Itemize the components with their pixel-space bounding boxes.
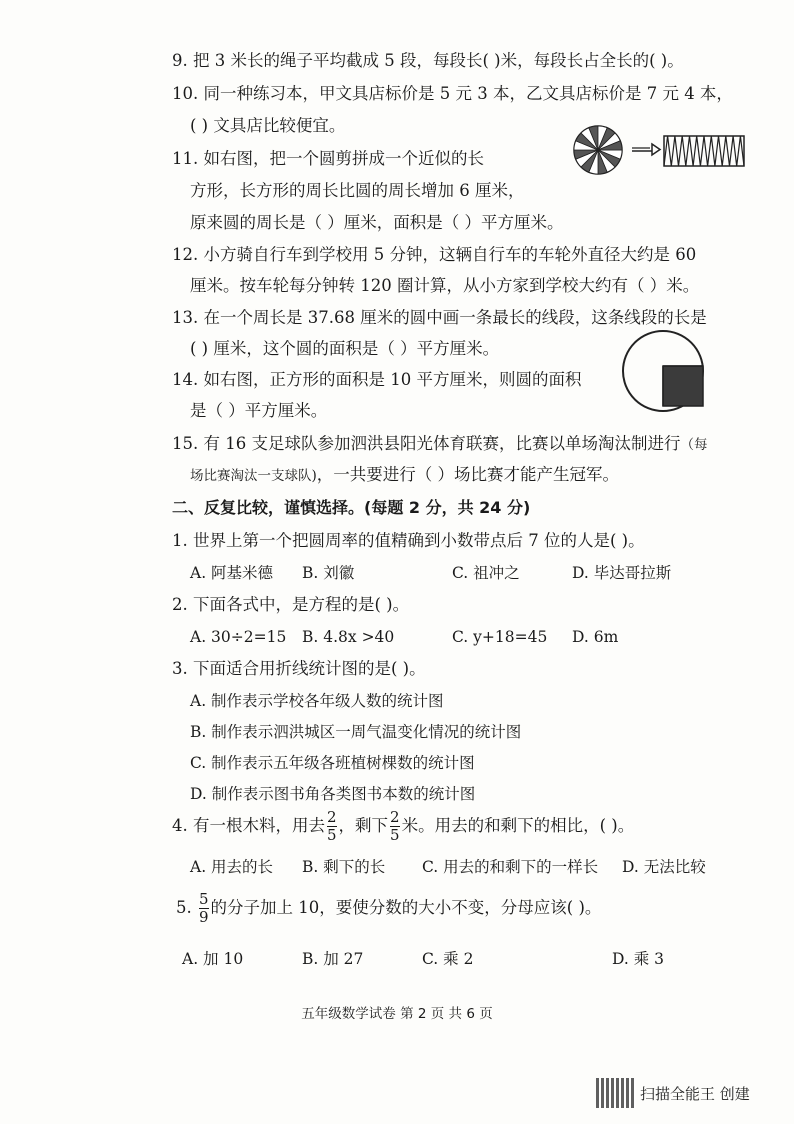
qr-code-icon <box>596 1078 636 1108</box>
mc-4-stem <box>172 808 634 844</box>
fraction-5-9 <box>199 891 209 926</box>
question-12-line1: 12. 小方骑自行车到学校用 5 分钟，这辆自行车的车轮外直径大约是 60 <box>172 245 697 264</box>
fraction-denominator: 5 <box>327 826 337 844</box>
mc-3-option-b: B. 制作表示泗洪城区一周气温变化情况的统计图 <box>190 723 522 741</box>
mc-3-option-c: C. 制作表示五年级各班植树棵数的统计图 <box>190 754 475 772</box>
circle-to-rectangle-figure <box>572 124 747 180</box>
mc-2-option-d: D. 6m <box>572 628 619 646</box>
question-12-line2: 厘米。按车轮每分钟转 120 圈计算，从小方家到学校大约有（ ）米。 <box>190 276 700 295</box>
question-15-note-end: 场比赛淘汰一支球队) <box>190 468 317 484</box>
fraction-numerator: 2 <box>327 808 337 826</box>
fraction-numerator: 2 <box>390 808 400 826</box>
question-15-line1 <box>172 433 707 456</box>
fraction-denominator: 5 <box>390 826 400 844</box>
scanner-watermark <box>596 1078 771 1110</box>
mc-1-option-c: C. 祖冲之 <box>452 564 520 582</box>
mc-1-stem: 1. 世界上第一个把圆周率的值精确到小数带点后 7 位的人是( )。 <box>172 531 645 550</box>
mc-5-option-a: A. 加 10 <box>182 950 244 968</box>
mc-1-option-a: A. 阿基米德 <box>190 564 274 582</box>
mc-4-option-b: B. 剩下的长 <box>302 858 386 876</box>
question-9: 9. 把 3 米长的绳子平均截成 5 段，每段长( )米，每段长占全长的( )。 <box>172 51 684 70</box>
mc-5-option-b: B. 加 27 <box>302 950 364 968</box>
mc-2-option-c: C. y+18=45 <box>452 628 548 646</box>
mc-5-number: 5. <box>176 898 192 917</box>
mc-3-option-a: A. 制作表示学校各年级人数的统计图 <box>190 692 444 710</box>
question-11-line2: 方形，长方形的周长比圆的周长增加 6 厘米， <box>190 181 525 200</box>
mc-5-stem-text: 的分子加上 10，要使分数的大小不变，分母应该( )。 <box>210 898 602 917</box>
mc-5-stem <box>176 890 601 926</box>
question-13-line1: 13. 在一个周长是 37.68 厘米的圆中画一条最长的线段，这条线段的长是 <box>172 308 707 327</box>
question-10-line2: ( ) 文具店比较便宜。 <box>190 116 346 135</box>
question-14-line2: 是（ ）平方厘米。 <box>190 401 328 420</box>
mc-2-option-a: A. 30÷2=15 <box>190 628 287 646</box>
question-15-note-start: （每 <box>680 437 708 453</box>
mc-5-option-c: C. 乘 2 <box>422 950 474 968</box>
question-11-line3: 原来圆的周长是（ ）厘米，面积是（ ）平方厘米。 <box>190 213 564 232</box>
question-15-text: 15. 有 16 支足球队参加泗洪县阳光体育联赛，比赛以单场淘汰制进行 <box>172 434 681 453</box>
mc-3-option-d: D. 制作表示图书角各类图书本数的统计图 <box>190 785 476 803</box>
mc-4-stem-part3: 米。用去的和剩下的相比，( )。 <box>401 816 635 835</box>
mc-2-stem: 2. 下面各式中，是方程的是( )。 <box>172 595 410 614</box>
mc-4-stem-part1: 4. 有一根木料，用去 <box>172 816 325 835</box>
section-2-title: 二、反复比较，谨慎选择。(每题 2 分，共 24 分) <box>172 498 531 517</box>
question-15-line2 <box>190 464 619 487</box>
scanner-watermark-text: 扫描全能王 创建 <box>640 1085 750 1103</box>
mc-4-option-d: D. 无法比较 <box>622 858 706 876</box>
fraction-denominator: 9 <box>199 908 209 926</box>
question-14-line1: 14. 如右图，正方形的面积是 10 平方厘米，则圆的面积 <box>172 370 582 389</box>
mc-1-option-d: D. 毕达哥拉斯 <box>572 564 672 582</box>
mc-4-option-a: A. 用去的长 <box>190 858 274 876</box>
fraction-2-5-a <box>327 809 337 844</box>
mc-2-option-b: B. 4.8x >40 <box>302 628 395 646</box>
question-13-line2: ( ) 厘米，这个圆的面积是（ ）平方厘米。 <box>190 339 500 358</box>
circle-square-figure <box>618 326 718 412</box>
mc-4-option-c: C. 用去的和剩下的一样长 <box>422 858 599 876</box>
arrow-icon <box>632 144 660 155</box>
mc-4-stem-part2: ，剩下 <box>338 816 389 835</box>
fraction-2-5-b <box>390 809 400 844</box>
mc-3-stem: 3. 下面适合用折线统计图的是( )。 <box>172 659 426 678</box>
mc-1-option-b: B. 刘徽 <box>302 564 355 582</box>
mc-5-option-d: D. 乘 3 <box>612 950 665 968</box>
question-10-line1: 10. 同一种练习本，甲文具店标价是 5 元 3 本，乙文具店标价是 7 元 4 本， <box>172 84 733 103</box>
question-15-text-2: ，一共要进行（ ）场比赛才能产生冠军。 <box>316 465 620 484</box>
page-footer: 五年级数学试卷 第 2 页 共 6 页 <box>301 1006 493 1022</box>
fraction-numerator: 5 <box>199 890 209 908</box>
question-11-line1: 11. 如右图，把一个圆剪拼成一个近似的长 <box>172 149 484 168</box>
